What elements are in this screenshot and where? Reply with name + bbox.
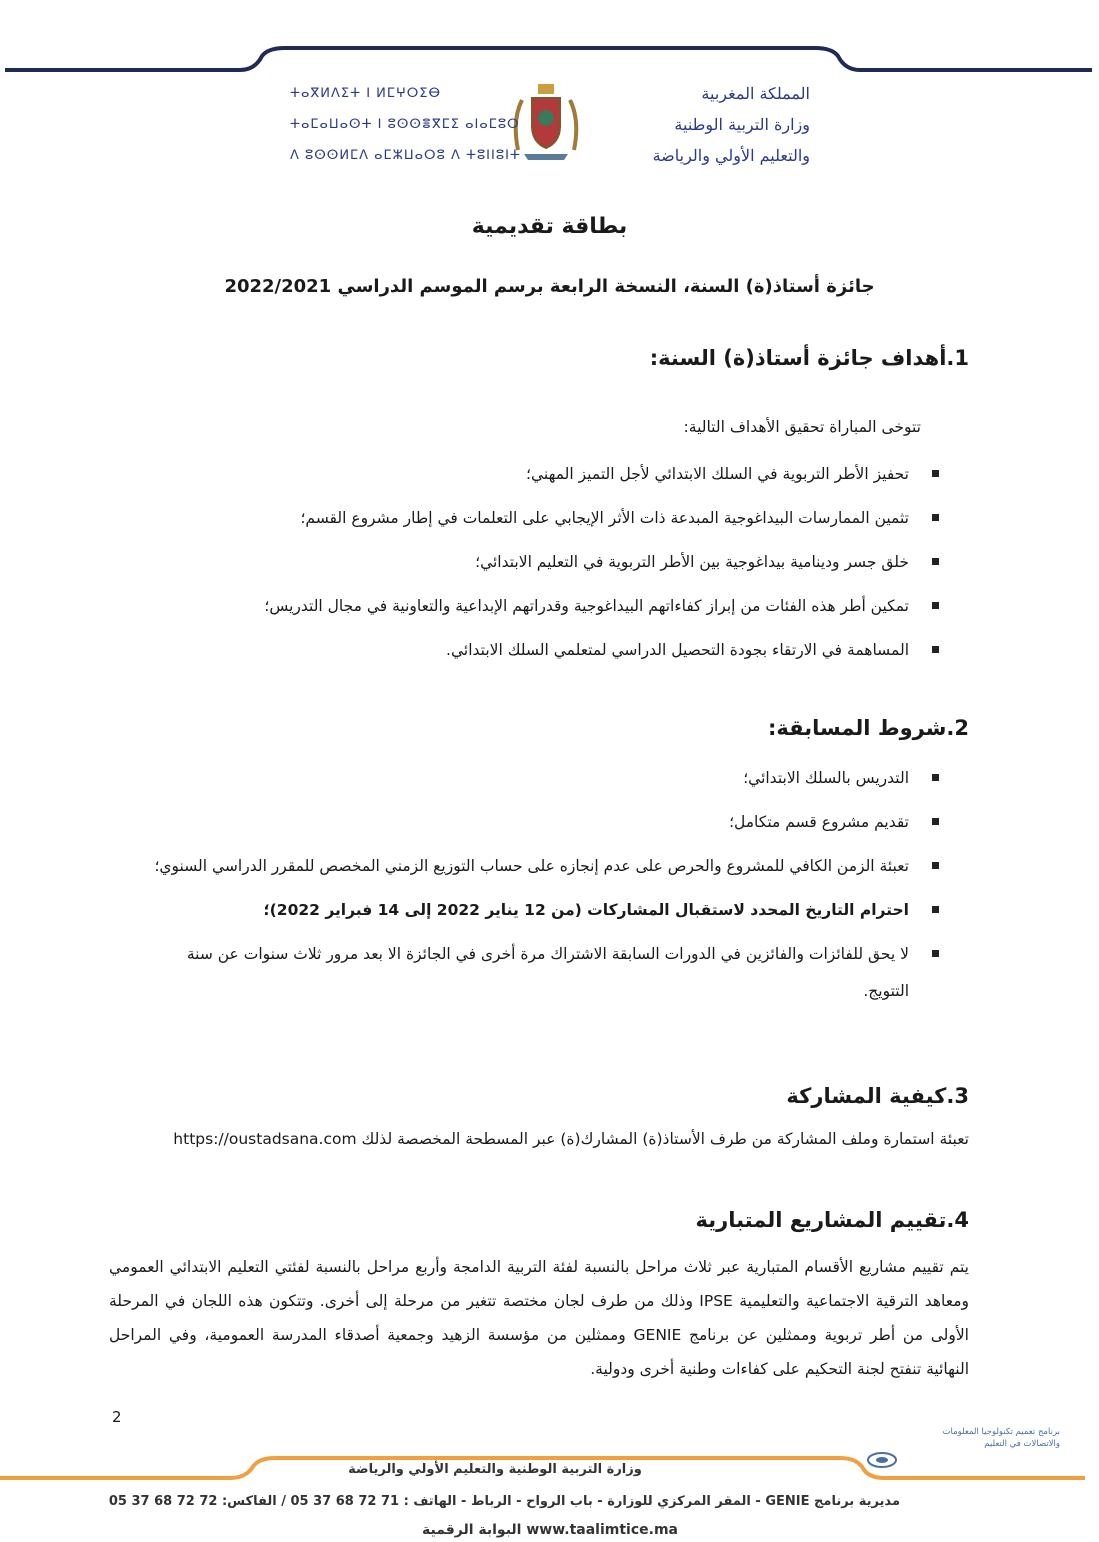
list-item: تمكين أطر هذه الفئات من إبراز كفاءاتهم البيداغوجية وقدراتهم الإبداعية والتعاونية في مجال التدريس؛ — [209, 588, 909, 625]
header-tifinagh-line: ⴷ ⵓⵙⵙⵍⵎⴷ ⴰⵎⵣⵡⴰⵔⵓ ⴷ ⵜⵓⵏⵏⵓⵏⵜ — [290, 148, 521, 163]
list-item: التدريس بالسلك الابتدائي؛ — [139, 760, 909, 797]
page-number: 2 — [112, 1408, 122, 1426]
header-tifinagh-line: ⵜⴰⴳⵍⴷⵉⵜ ⵏ ⵍⵎⵖⵔⵉⴱ — [290, 86, 442, 101]
footer-contact: مديرية برنامج GENIE - المقر المركزي للوزارة - باب الرواح - الرباط - الهاتف : 71 72 68 37 05 / الفاكس: 72 72 68 37 05 — [108, 1494, 900, 1509]
list-item: تقديم مشروع قسم متكامل؛ — [139, 804, 909, 841]
section-4-heading: 4.تقييم المشاريع المتبارية — [695, 1208, 969, 1232]
section-3-text: تعبئة استمارة وملف المشاركة من طرف الأستاذ(ة) المشارك(ة) عبر المسطحة المخصصة لذلك https://oustadsana.com — [173, 1130, 969, 1148]
section-1-heading: 1.أهداف جائزة أستاذ(ة) السنة: — [649, 346, 969, 370]
list-item: لا يحق للفائزات والفائزين في الدورات السابقة الاشتراك مرة أخرى في الجائزة الا بعد مرور ثلاث سنوات عن سنة التتويج. — [139, 936, 909, 1010]
section-1-intro: تتوخى المباراة تحقيق الأهداف التالية: — [683, 418, 921, 436]
section-3-heading: 3.كيفية المشاركة — [786, 1084, 969, 1108]
section-2-heading: 2.شروط المسابقة: — [767, 716, 969, 740]
list-item: تثمين الممارسات البيداغوجية المبدعة ذات الأثر الإيجابي على التعلمات في إطار مشروع القسم؛ — [209, 500, 909, 537]
genie-line: والاتصالات في التعليم — [984, 1439, 1060, 1449]
genie-line: برنامج تعميم تكنولوجيا المعلومات — [942, 1427, 1060, 1437]
section-4-text: يتم تقييم مشاريع الأقسام المتبارية عبر ثلاث مراحل بالنسبة لفئة التربية الدامجة وأربع مراحل بالنسبة لفئتي التعليم الابتدائي العمومي ومعاهد الترقية الاجتماعية والتعليمية IPSE وذلك من طرف لجان مختصة تتغير من مرحلة إلى أخرى. وتتكون هذه اللجان في المرحلة الأولى من أطر تربوية وممثلين عن برنامج GENIE وممثلين من مؤسسة الزهيد وجمعية أصدقاء المدرسة العمومية، وفي المراحل النهائية تنفتح لجنة التحكيم على كفاءات وطنية أخرى ودولية. — [109, 1258, 969, 1378]
header-arabic-line: المملكة المغربية — [701, 84, 810, 103]
section-1-list — [209, 456, 909, 676]
list-item: تحفيز الأطر التربوية في السلك الابتدائي لأجل التميز المهني؛ — [209, 456, 909, 493]
footer-ministry: وزارة التربية الوطنية والتعليم الأولي والرياضة — [348, 1462, 642, 1477]
footer-website: www.taalimtice.ma البوابة الرقمية — [421, 1522, 678, 1538]
list-item: خلق جسر ودينامية بيداغوجية بين الأطر التربوية في التعليم الابتدائي؛ — [209, 544, 909, 581]
genie-logo-text — [900, 1426, 1060, 1450]
list-item: المساهمة في الارتقاء بجودة التحصيل الدراسي لمتعلمي السلك الابتدائي. — [209, 632, 909, 669]
section-2-list — [139, 760, 909, 1017]
header-arabic-line: والتعليم الأولي والرياضة — [652, 146, 810, 165]
header-arabic — [590, 78, 810, 171]
document-subtitle: جائزة أستاذ(ة) السنة، النسخة الرابعة برسم الموسم الدراسي 2022/2021 — [224, 276, 875, 297]
header-line — [0, 40, 1099, 80]
header-tifinagh-line: ⵜⴰⵎⴰⵡⴰⵙⵜ ⵏ ⵓⵙⵙⴻⴳⵎⵉ ⴰⵏⴰⵎⵓⵔ — [290, 117, 520, 132]
header-tifinagh — [290, 78, 521, 171]
document-title: بطاقة تقديمية — [471, 214, 628, 239]
header-arabic-line: وزارة التربية الوطنية — [674, 115, 810, 134]
list-item: احترام التاريخ المحدد لاستقبال المشاركات (من 12 يناير 2022 إلى 14 فبراير 2022)؛ — [139, 892, 909, 929]
list-item: تعبئة الزمن الكافي للمشروع والحرص على عدم إنجازه على حساب التوزيع الزمني المخصص للمقرر الدراسي السنوي؛ — [139, 848, 909, 885]
